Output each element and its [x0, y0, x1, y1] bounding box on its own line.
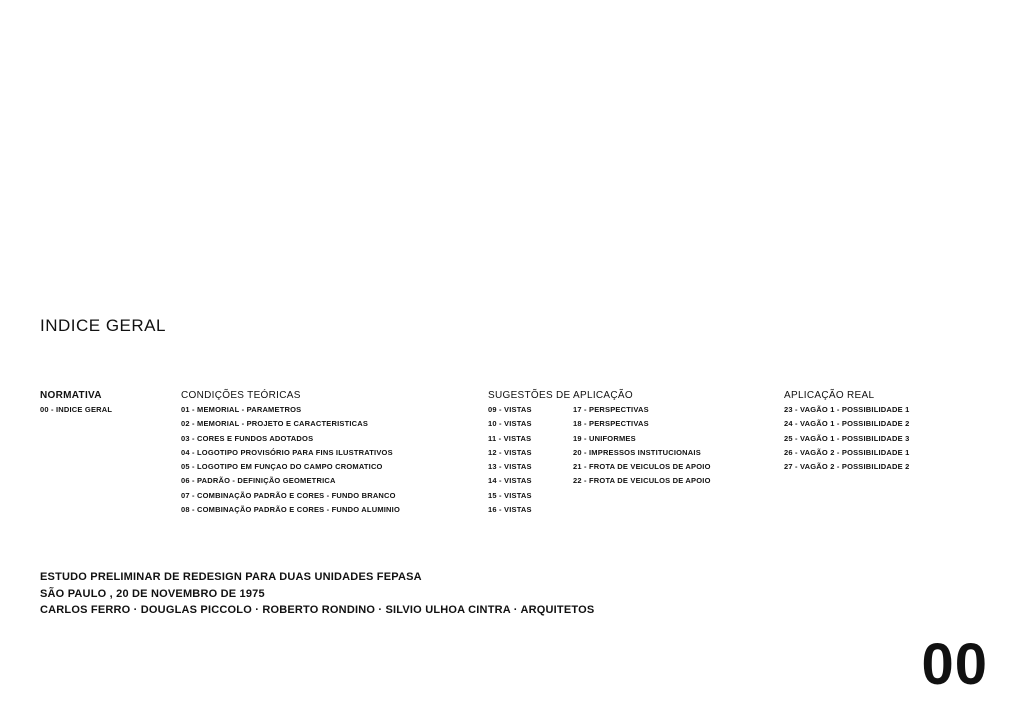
index-entry: 11 - VISTAS [488, 433, 532, 443]
section-normativa [40, 389, 112, 417]
index-entry: 20 - IMPRESSOS INSTITUCIONAIS [573, 447, 701, 457]
index-entry: 01 - MEMORIAL - PARAMETROS [181, 405, 302, 414]
index-entry: 00 - INDICE GERAL [40, 405, 113, 414]
section-heading-sugestoes: SUGESTÕES DE APLICAÇÃO [488, 390, 633, 401]
page-title: INDICE GERAL [40, 316, 166, 335]
credits-block [40, 569, 594, 619]
authors-line: CARLOS FERRO · DOUGLAS PICCOLO · ROBERTO RONDINO · SILVIO ULHOA CINTRA · ARQUITETOS [40, 604, 595, 616]
section-heading-aplicacao-real: APLICAÇÃO REAL [784, 390, 875, 401]
index-entry: 08 - COMBINAÇÃO PADRÃO E CORES - FUNDO ALUMINIO [181, 505, 400, 515]
index-entry: 12 - VISTAS [488, 447, 532, 457]
index-entry: 19 - UNIFORMES [573, 433, 636, 443]
index-entry: 23 - VAGÃO 1 - POSSIBILIDADE 1 [784, 405, 910, 414]
index-entry: 10 - VISTAS [488, 419, 532, 429]
index-entry: 06 - PADRÃO - DEFINIÇÃO GEOMETRICA [181, 476, 336, 486]
index-entry: 04 - LOGOTIPO PROVISÓRIO PARA FINS ILUSTRATIVOS [181, 447, 393, 457]
index-entry: 03 - CORES E FUNDOS ADOTADOS [181, 433, 314, 443]
place-date: SÃO PAULO , 20 DE NOVEMBRO DE 1975 [40, 587, 265, 600]
index-entry: 22 - FROTA DE VEICULOS DE APOIO [573, 476, 711, 486]
section-sugestoes-aplicacao [488, 389, 711, 515]
section-heading-normativa: NORMATIVA [40, 390, 102, 401]
section-heading-condicoes: CONDIÇÕES TEÓRICAS [181, 390, 301, 401]
index-entry: 09 - VISTAS [488, 405, 532, 414]
index-entry: 15 - VISTAS [488, 490, 532, 500]
study-description: ESTUDO PRELIMINAR DE REDESIGN PARA DUAS UNIDADES FEPASA [40, 571, 422, 583]
sugestoes-list-outros [573, 403, 711, 489]
index-entry: 17 - PERSPECTIVAS [573, 405, 649, 414]
sugestoes-list-vistas [488, 403, 532, 517]
page-number: 00 [921, 632, 988, 697]
index-entry: 18 - PERSPECTIVAS [573, 419, 649, 429]
section-condicoes-teoricas [181, 389, 400, 517]
index-entry: 02 - MEMORIAL - PROJETO E CARACTERISTICAS [181, 419, 369, 429]
index-entry: 26 - VAGÃO 2 - POSSIBILIDADE 1 [784, 447, 910, 457]
section-aplicacao-real [784, 389, 909, 474]
index-entry: 24 - VAGÃO 1 - POSSIBILIDADE 2 [784, 419, 910, 429]
index-entry: 16 - VISTAS [488, 505, 532, 515]
index-entry: 07 - COMBINAÇÃO PADRÃO E CORES - FUNDO BRANCO [181, 490, 396, 500]
index-entry: 27 - VAGÃO 2 - POSSIBILIDADE 2 [784, 462, 910, 472]
index-entry: 25 - VAGÃO 1 - POSSIBILIDADE 3 [784, 433, 910, 443]
index-entry: 14 - VISTAS [488, 476, 532, 486]
index-entry: 05 - LOGOTIPO EM FUNÇAO DO CAMPO CROMATICO [181, 462, 383, 472]
index-entry: 13 - VISTAS [488, 462, 532, 472]
index-entry: 21 - FROTA DE VEICULOS DE APOIO [573, 462, 711, 472]
